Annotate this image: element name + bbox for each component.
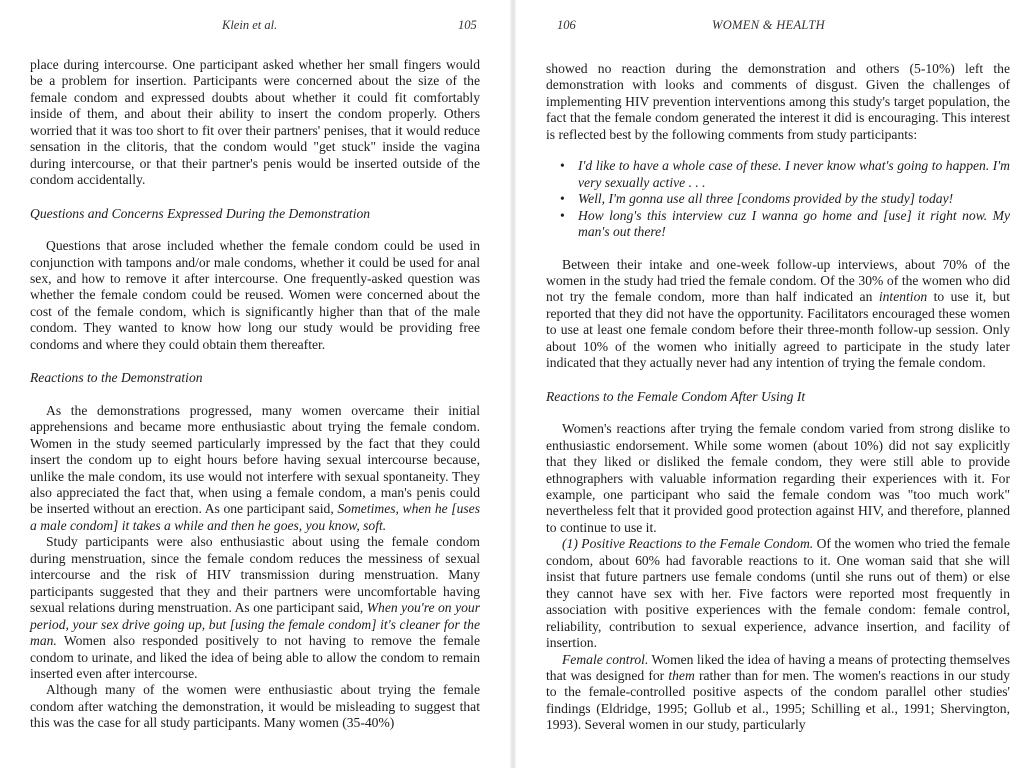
bullet-icon: • xyxy=(560,158,565,174)
section-heading: Reactions to the Female Condom After Using It xyxy=(546,388,806,404)
paragraph-text: rather than for men. The women's reactions in our study to the female-controlled positive aspects of the condom parallel other studies' findings (Eldridge, 1995; Gollub et al., 1995; Schilling et al., 1991; Shervington, 1993). Several women in our study, particularly xyxy=(546,667,1011,733)
bullet-icon: • xyxy=(560,191,565,207)
participant-quote: Sometimes, when he [uses a male condom] it takes a while and then he goes, you know, soft. xyxy=(30,501,480,533)
bullet-icon: • xyxy=(560,207,565,223)
right-page xyxy=(513,0,1026,768)
emphasis: them xyxy=(668,667,695,683)
paragraph xyxy=(30,534,480,682)
page-number: 105 xyxy=(458,18,477,32)
paragraph xyxy=(546,257,1010,372)
quote-text: Well, I'm gonna use all three [condoms provided by the study] today! xyxy=(578,191,954,207)
paragraph: Women's reactions after trying the female condom varied from strong dislike to enthusiastic endorsement. While some women (about 10%) did not say explicitly that they liked or disliked the female condom, they were still able to provide ethnographers with valuable information regarding their experiences with it. For example, one participant who said the female condom was "too much work" nevertheless felt that it provided good protection against HIV, and therefore, planned to continue to use it. xyxy=(546,421,1010,535)
subsection-label: Female control. xyxy=(562,651,649,667)
list-item xyxy=(546,208,1010,241)
paragraph: Although many of the women were enthusiastic about trying the female condom after watching the demonstration, it would be misleading to suggest that this was the case for all study participants. Many women (35-40%) xyxy=(30,682,480,731)
section-heading: Questions and Concerns Expressed During the Demonstration xyxy=(30,205,371,221)
paragraph-text: As the demonstrations progressed, many women overcame their initial apprehensions and became more enthusiastic about trying the female condom. Women in the study seemed particularly impressed by the fact that they could insert the condom up to eight hours before having sexual intercourse because, unlike the male condom, its use would not interfere with sexual spontaneity. They also appreciated the fact that, when using a female condom, a man's penis could be inserted without an erection. As one participant said, xyxy=(30,402,480,517)
page-number: 106 xyxy=(557,18,576,32)
paragraph-text: Of the women who tried the female condom, about 60% had favorable reactions to it. One woman said that she will insist that future partners use female condoms (until she runs out of them) or else they cannot have sex with her. Five factors were reported most frequently in association with positive experiences with the female condom: female control, reliability, contribution to sexual experience, advance insertion, and facility of insertion. xyxy=(546,536,1010,651)
paragraph-text: Study participants were also enthusiastic about using the female condom during menstruation, since the female condom reduces the messiness of sexual intercourse and the risk of HIV transmission during menstruation. Many participants suggested that they and their partners were uncomfortable having sexual relations during menstruation. As one participant said, xyxy=(30,534,480,616)
emphasis: intention xyxy=(878,289,928,305)
text-column xyxy=(546,61,1010,734)
section-heading: Reactions to the Demonstration xyxy=(30,370,203,386)
running-head: WOMEN & HEALTH xyxy=(712,18,825,32)
text-column xyxy=(30,57,480,732)
paragraph-text: Women also responded positively to not having to remove the female condom to urinate, and liked the idea of being able to allow the condom to remain inserted even after intercourse. xyxy=(30,633,480,681)
paragraph xyxy=(30,403,480,535)
paragraph: showed no reaction during the demonstration and others (5-10%) left the demonstration with looks and comments of disgust. Given the challenges of implementing HIV prevention interventions among this study's target population, the fact that the female condom generated the interest it did is encouraging. This interest is reflected best by the following comments from study participants: xyxy=(546,61,1010,142)
paragraph xyxy=(546,652,1010,734)
paragraph xyxy=(546,536,1010,651)
running-head: Klein et al. xyxy=(222,18,278,32)
quote-list xyxy=(546,158,1010,240)
quote-text: How long's this interview cuz I wanna go home and [use] it right now. My man's out there! xyxy=(578,207,1010,240)
paragraph-text: Between their intake and one-week follow-up interviews, about 70% of the women in the study had tried the female condom. Of the 30% of the women who did not try the female condom, more than half indicated an xyxy=(546,256,1010,305)
list-item xyxy=(546,158,1010,191)
subsection-label: (1) Positive Reactions to the Female Condom. xyxy=(562,536,814,552)
paragraph: Questions that arose included whether the female condom could be used in conjunction with tampons and/or male condoms, whether it could be used for anal sex, and how to remove it after intercourse. One frequently-asked question was whether the female condom could be reused. Women were concerned about the cost of the female condom, which is significantly higher than that of the male condom. They wanted to know how long our study would be providing free condoms and where they could obtain them thereafter. xyxy=(30,238,480,352)
paragraph-text: Women liked the idea of having a means of protecting themselves that was designed for xyxy=(546,651,1011,683)
participant-quote: When you're on your period, your sex drive going up, but [using the female condom] it's cleaner for the man. xyxy=(30,600,480,649)
paragraph: place during intercourse. One participant asked whether her small fingers would be a problem for insertion. Participants were concerned about the size of the female condom and expressed doubts about whether it could fit comfortably inside of them, and about their ability to insert the condom properly. Others worried that it was too short to fit over their partners' penises, that it would reduce sensation in the clitoris, that the condom would "get stuck" inside the vagina during intercourse, or that their partner's penis would be inserted outside of the condom accidentally. xyxy=(30,57,480,188)
quote-text: I'd like to have a whole case of these. I never know what's going to happen. I'm very sexually active . . . xyxy=(578,158,1010,190)
list-item xyxy=(546,191,1010,207)
paragraph-text: to use it, but reported that they did not have the opportunity. Facilitators encouraged these women to use at least one female condom before their three-month follow-up session. Only about 10% of the women who initially agreed to participate in the study later indicated that they actually never had any intention of trying the female condom. xyxy=(546,289,1010,371)
